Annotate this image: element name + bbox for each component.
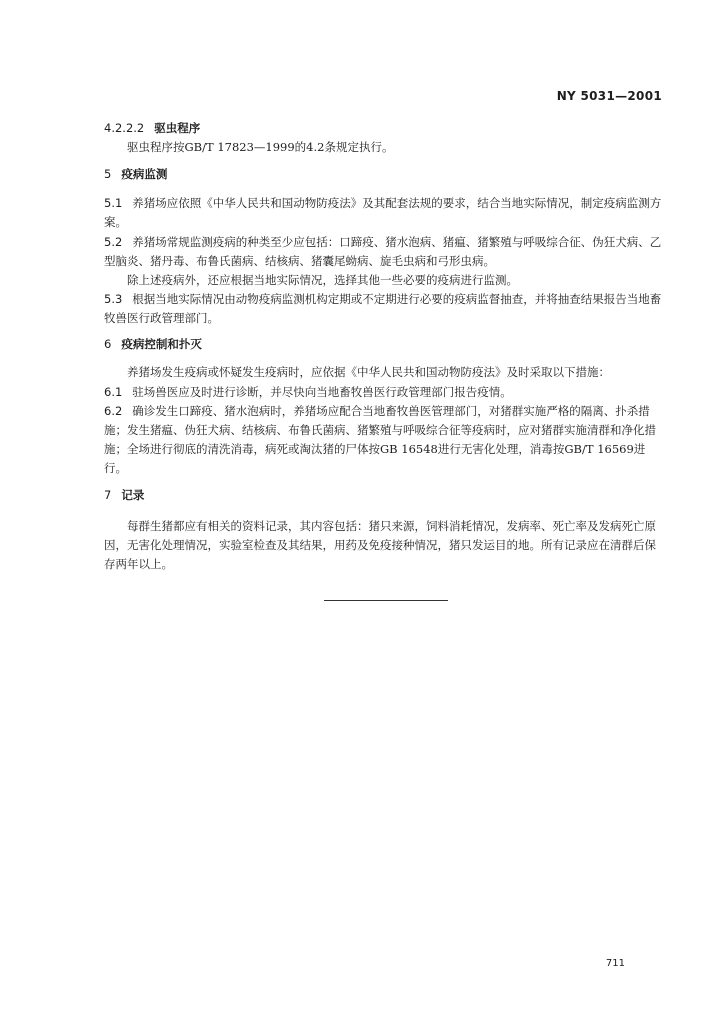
section-number: 5 — [104, 167, 112, 181]
clause-number: 6.1 — [104, 385, 123, 399]
section-title: 记录 — [121, 488, 145, 502]
section-number: 7 — [104, 488, 112, 502]
clause-5-2 — [104, 233, 664, 271]
clause-6-1 — [104, 383, 664, 402]
section-5-heading — [104, 165, 664, 184]
section-4-2-2-2-body: 驱虫程序按GB/T 17823—1999的4.2条规定执行。 — [127, 140, 394, 154]
clause-text: 确诊发生口蹄疫、猪水泡病时，养猪场应配合当地畜牧兽医管理部门，对猪群实施严格的隔离、扑杀措施；发生猪瘟、伪狂犬病、结核病、布鲁氏菌病、猪繁殖与呼吸综合征等疫病时，应对猪群实施清群和净化措施；全场进行彻底的清洗消毒，病死或淘汰猪的尸体按GB 16548进行无害化处理，消毒按GB/T 16569进行。 — [104, 404, 656, 475]
section-6-intro: 养猪场发生疫病或怀疑发生疫病时，应依据《中华人民共和国动物防疫法》及时采取以下措施： — [127, 365, 610, 379]
section-number: 4.2.2.2 — [104, 121, 145, 135]
clause-5-2-continuation: 除上述疫病外，还应根据当地实际情况，选择其他一些必要的疫病进行监测。 — [127, 273, 518, 287]
section-title: 疫病监测 — [121, 167, 168, 181]
clause-number: 6.2 — [104, 404, 123, 418]
end-rule — [324, 600, 448, 601]
section-7-heading — [104, 486, 664, 505]
clause-number: 5.3 — [104, 292, 123, 306]
page-number: 711 — [605, 958, 625, 969]
clause-text: 根据当地实际情况由动物疫病监测机构定期或不定期进行必要的疫病监督抽查，并将抽查结果报告当地畜牧兽医行政管理部门。 — [104, 292, 662, 325]
clause-5-1 — [104, 194, 664, 232]
clause-5-3 — [104, 290, 664, 328]
standard-code: NY 5031—2001 — [556, 89, 662, 103]
section-number: 6 — [104, 337, 112, 351]
clause-text: 驻场兽医应及时进行诊断，并尽快向当地畜牧兽医行政管理部门报告疫情。 — [132, 385, 512, 399]
clause-6-2 — [104, 402, 664, 478]
section-4-2-2-2-heading — [104, 119, 664, 138]
section-6-heading — [104, 335, 664, 354]
clause-number: 5.2 — [104, 235, 123, 249]
clause-text: 养猪场常规监测疫病的种类至少应包括：口蹄疫、猪水泡病、猪瘟、猪繁殖与呼吸综合征、伪狂犬病、乙型脑炎、猪丹毒、布鲁氏菌病、结核病、猪囊尾蚴病、旋毛虫病和弓形虫病。 — [104, 235, 662, 268]
section-title: 疫病控制和扑灭 — [121, 337, 202, 351]
clause-number: 5.1 — [104, 196, 123, 210]
section-title: 驱虫程序 — [154, 121, 201, 135]
section-7-body: 每群生猪都应有相关的资料记录，其内容包括：猪只来源，饲料消耗情况，发病率、死亡率及发病死亡原因，无害化处理情况，实验室检查及其结果，用药及免疫接种情况，猪只发运目的地。所有记录应在清群后保存两年以上。 — [104, 519, 656, 571]
clause-text: 养猪场应依照《中华人民共和国动物防疫法》及其配套法规的要求，结合当地实际情况，制定疫病监测方案。 — [104, 196, 662, 229]
